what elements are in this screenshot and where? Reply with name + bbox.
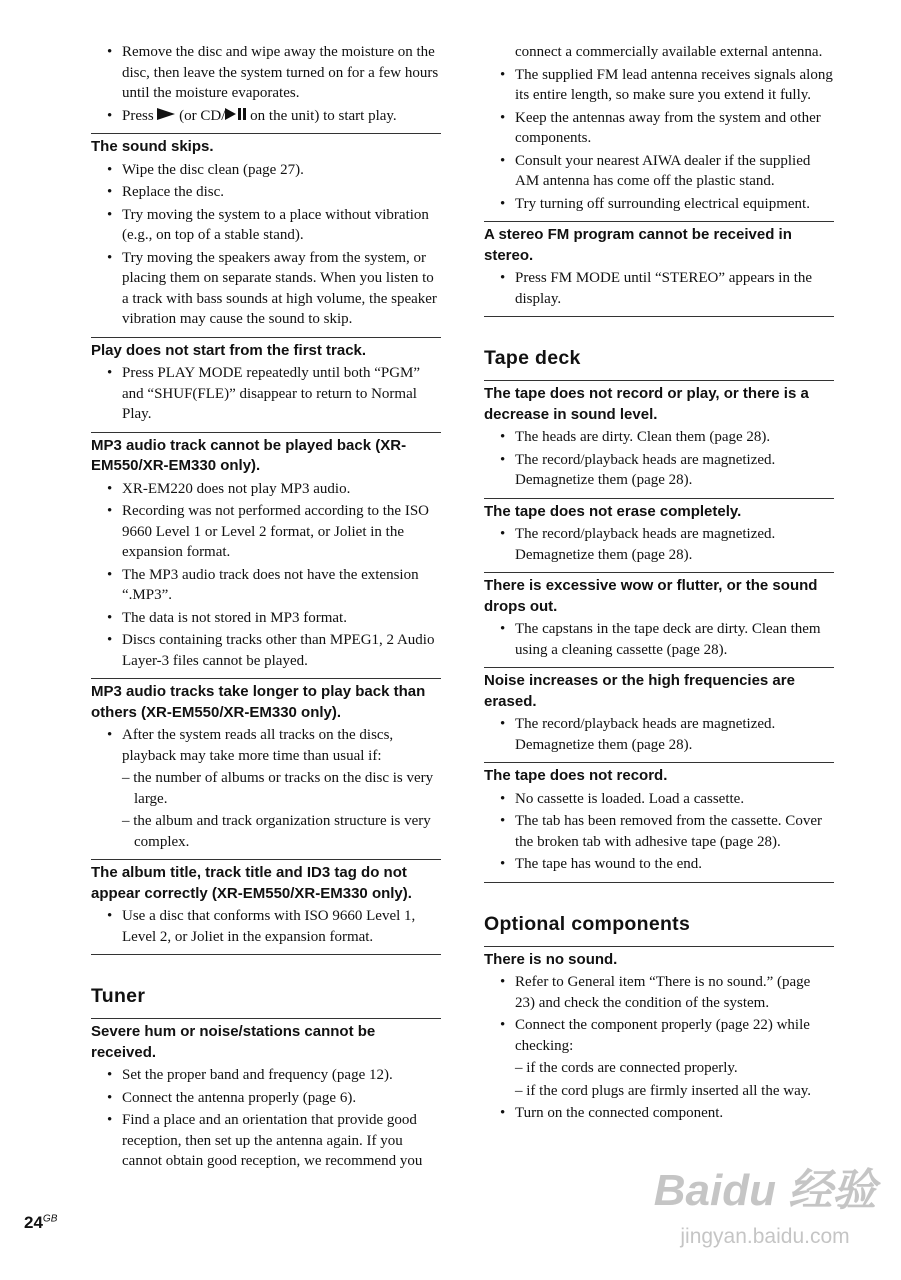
list-item: • Refer to General item “There is no sound.” (page 23) and check the condition of the system. bbox=[484, 972, 834, 1013]
watermark-logo: Baidu 经验 bbox=[653, 1166, 877, 1215]
list-item: • The record/playback heads are magnetized. Demagnetize them (page 28). bbox=[484, 714, 834, 755]
dash-item: – the number of albums or tracks on the disc is very large. bbox=[122, 770, 434, 807]
watermark bbox=[630, 1160, 900, 1278]
question-heading: A stereo FM program cannot be received in stereo. bbox=[484, 221, 834, 266]
divider bbox=[484, 882, 834, 883]
continued-text: connect a commercially available external antenna. bbox=[515, 44, 823, 60]
list-item: • The record/playback heads are magnetized. Demagnetize them (page 28). bbox=[484, 524, 834, 565]
dash-item: – if the cord plugs are firmly inserted all the way. bbox=[515, 1082, 812, 1099]
list-item: • Discs containing tracks other than MPEG1, 2 Audio Layer-3 files cannot be played. bbox=[91, 630, 441, 671]
question-heading: Severe hum or noise/stations cannot be received. bbox=[91, 1018, 441, 1063]
right-column bbox=[484, 40, 834, 1126]
list-item: • The supplied FM lead antenna receives signals along its entire length, so make sure you extend it fully. bbox=[484, 65, 834, 106]
list-item: • The data is not stored in MP3 format. bbox=[91, 608, 441, 629]
list-item: • Try turning off surrounding electrical equipment. bbox=[484, 194, 834, 215]
page-locale-suffix: GB bbox=[42, 1213, 58, 1225]
list-item: • The tape has wound to the end. bbox=[484, 854, 834, 875]
list-item: • Turn on the connected component. bbox=[484, 1103, 834, 1124]
list-item: • Try moving the system to a place without vibration (e.g., on top of a stable stand). bbox=[91, 205, 441, 246]
list-item: • Use a disc that conforms with ISO 9660 Level 1, Level 2, or Joliet in the expansion format. bbox=[91, 906, 441, 947]
list-item: • The tab has been removed from the cassette. Cover the broken tab with adhesive tape (page 28). bbox=[484, 811, 834, 852]
list-item: • The capstans in the tape deck are dirty. Clean them using a cleaning cassette (page 28). bbox=[484, 619, 834, 660]
list-item: • The heads are dirty. Clean them (page 28). bbox=[484, 427, 834, 448]
section-heading-optional-components: Optional components bbox=[484, 912, 691, 935]
list-item: • No cassette is loaded. Load a cassette. bbox=[484, 789, 834, 810]
list-item: • XR-EM220 does not play MP3 audio. bbox=[91, 479, 441, 500]
question-heading: The tape does not record or play, or there is a decrease in sound level. bbox=[484, 380, 834, 425]
divider bbox=[484, 316, 834, 317]
question-heading: Noise increases or the high frequencies are erased. bbox=[484, 667, 834, 712]
list-item: • Try moving the speakers away from the system, or placing them on separate stands. When you listen to a track with bass sounds at high volume, the speaker vibration may cause the sound to skip. bbox=[91, 248, 441, 330]
list-item: • Find a place and an orientation that provide good reception, then set up the antenna again. If you cannot obtain good reception, we recommend you bbox=[91, 1110, 441, 1172]
list-item: • Replace the disc. bbox=[91, 182, 441, 203]
question-heading: The tape does not erase completely. bbox=[484, 498, 834, 523]
section-heading-tuner: Tuner bbox=[91, 985, 146, 1007]
list-item: • Consult your nearest AIWA dealer if the supplied AM antenna has come off the plastic stand. bbox=[484, 151, 834, 192]
press-play-item: • Press (or CD/ on the unit) to start play. bbox=[91, 106, 441, 127]
question-heading: MP3 audio tracks take longer to play back than others (XR-EM550/XR-EM330 only). bbox=[91, 678, 441, 723]
list-item: • The MP3 audio track does not have the extension “.MP3”. bbox=[91, 565, 441, 606]
question-heading: MP3 audio track cannot be played back (XR-EM550/XR-EM330 only). bbox=[91, 432, 441, 477]
list-item: • Connect the antenna properly (page 6). bbox=[91, 1088, 441, 1109]
list-item: • Press FM MODE until “STEREO” appears in the display. bbox=[484, 268, 834, 309]
list-item: • After the system reads all tracks on the discs, playback may take more time than usual if: bbox=[91, 725, 441, 766]
play-icon bbox=[225, 108, 236, 120]
question-heading: The album title, track title and ID3 tag do not appear correctly (XR-EM550/XR-EM330 only). bbox=[91, 859, 441, 904]
play-icon bbox=[157, 108, 175, 120]
list-item: • Press PLAY MODE repeatedly until both “PGM” and “SHUF(FLE)” disappear to return to Normal Play. bbox=[91, 363, 441, 425]
watermark-url: jingyan.baidu.com bbox=[680, 1225, 850, 1248]
list-item: • Set the proper band and frequency (page 12). bbox=[91, 1065, 441, 1086]
list-item: • Recording was not performed according to the ISO 9660 Level 1 or Level 2 format, or Joliet in the expansion format. bbox=[91, 501, 441, 563]
list-item: • Wipe the disc clean (page 27). bbox=[91, 160, 441, 181]
pause-icon bbox=[237, 108, 246, 120]
divider bbox=[91, 954, 441, 955]
question-heading: The tape does not record. bbox=[484, 762, 834, 787]
list-item: • Keep the antennas away from the system and other components. bbox=[484, 108, 834, 149]
question-heading: There is excessive wow or flutter, or the sound drops out. bbox=[484, 572, 834, 617]
list-item: • Remove the disc and wipe away the moisture on the disc, then leave the system turned on for a few hours until the moisture evaporates. bbox=[91, 42, 441, 104]
list-item: • The record/playback heads are magnetized. Demagnetize them (page 28). bbox=[484, 450, 834, 491]
question-heading: There is no sound. bbox=[484, 946, 834, 971]
left-column bbox=[91, 40, 441, 1174]
dash-item: – the album and track organization structure is very complex. bbox=[122, 813, 431, 850]
list-item: • Connect the component properly (page 22) while checking: bbox=[484, 1015, 834, 1056]
dash-item: – if the cords are connected properly. bbox=[515, 1060, 738, 1076]
question-heading: Play does not start from the first track. bbox=[91, 337, 441, 362]
section-heading-tape-deck: Tape deck bbox=[484, 347, 581, 369]
question-heading: The sound skips. bbox=[91, 133, 441, 158]
page-number: $24^{GB}$ bbox=[24, 1213, 58, 1232]
